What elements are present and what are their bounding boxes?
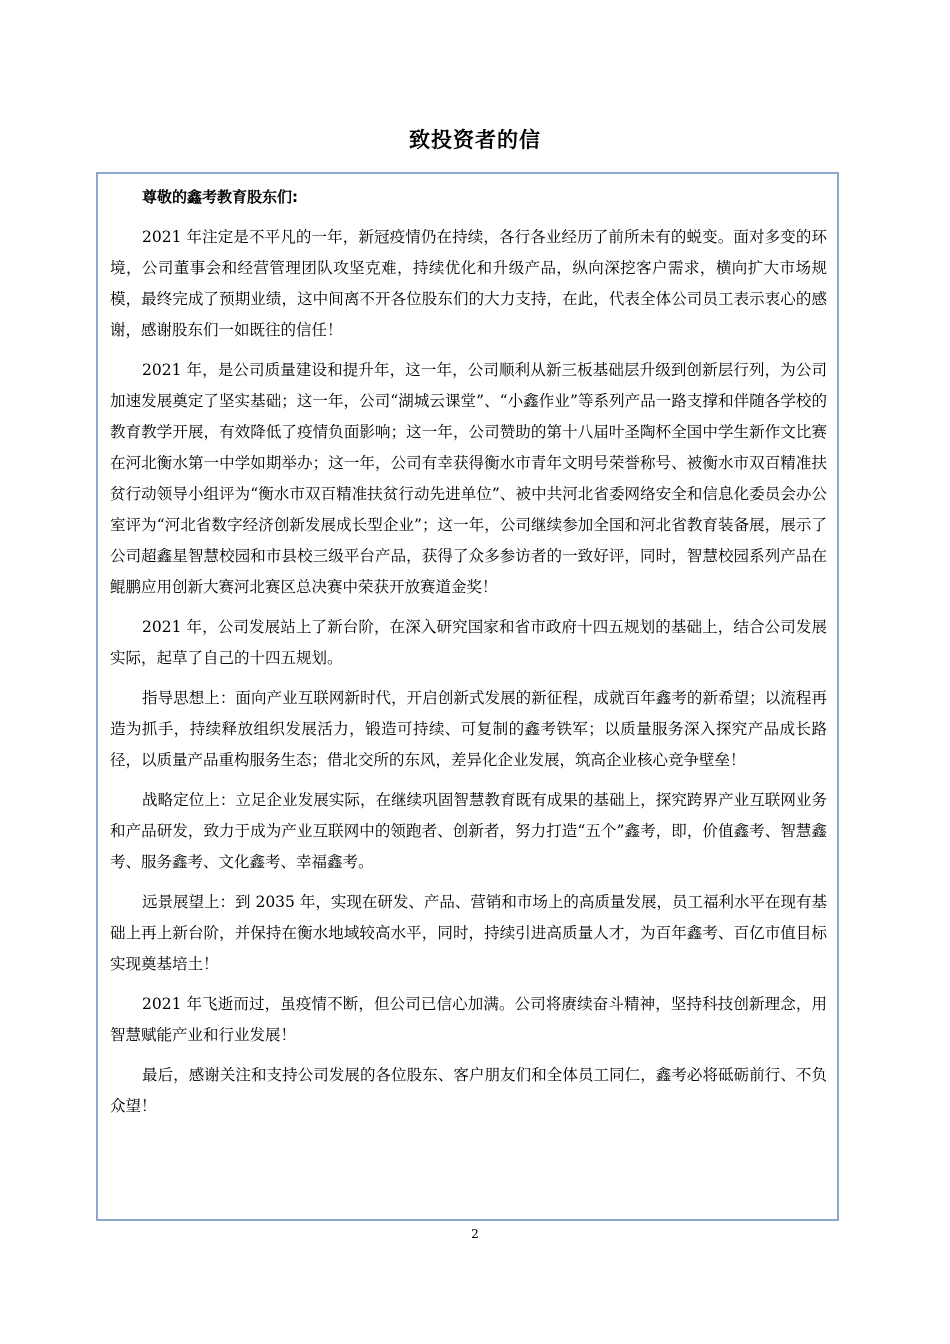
paragraph-strategic-positioning: 战略定位上：立足企业发展实际，在继续巩固智慧教育既有成果的基础上，探究跨界产业互联网业务和产品研发，致力于成为产业互联网中的领跑者、创新者，努力打造“五个”鑫考，即，价值鑫考、智慧鑫考、服务鑫考、文化鑫考、幸福鑫考。 bbox=[110, 791, 827, 871]
paragraph-five-year-plan: 2021 年，公司发展站上了新台阶，在深入研究国家和省市政府十四五规划的基础上，结合公司发展实际，起草了自己的十四五规划。 bbox=[110, 618, 827, 667]
paragraph-achievements: 2021 年，是公司质量建设和提升年，这一年，公司顺利从新三板基础层升级到创新层行列，为公司加速发展奠定了坚实基础；这一年，公司“湖城云课堂”、“小鑫作业”等系列产品一路支撑和伴随各学校的教育教学开展，有效降低了疫情负面影响；这一年，公司赞助的第十八届叶圣陶杯全国中学生新作文比赛在河北衡水第一中学如期举办；这一年，公司有幸获得衡水市青年文明号荣誉称号、被衡水市双百精准扶贫行动领导小组评为“衡水市双百精准扶贫行动先进单位”、被中共河北省委网络安全和信息化委员会办公室评为“河北省数字经济创新发展成长型企业”；这一年，公司继续参加全国和河北省教育装备展，展示了公司超鑫星智慧校园和市县校三级平台产品，获得了众多参访者的一致好评，同时，智慧校园系列产品在鲲鹏应用创新大赛河北赛区总决赛中荣获开放赛道金奖！ bbox=[110, 361, 827, 596]
page-number: 2 bbox=[471, 1227, 479, 1241]
letter-body-box bbox=[96, 172, 839, 1221]
paragraph-opening: 2021 年注定是不平凡的一年，新冠疫情仍在持续，各行各业经历了前所未有的蜕变。面对多变的环境，公司董事会和经营管理团队攻坚克难，持续优化和升级产品，纵向深挖客户需求，横向扩大市场规模，最终完成了预期业绩，这中间离不开各位股东们的大力支持，在此，代表全体公司员工表示衷心的感谢，感谢股东们一如既往的信任！ bbox=[110, 228, 827, 339]
page-title: 致投资者的信 bbox=[409, 128, 541, 152]
paragraph-vision: 远景展望上：到 2035 年，实现在研发、产品、营销和市场上的高质量发展，员工福利水平在现有基础上再上新台阶，并保持在衡水地域较高水平，同时，持续引进高质量人才，为百年鑫考、百亿市值目标实现奠基培土！ bbox=[110, 893, 827, 973]
paragraph-closing: 最后，感谢关注和支持公司发展的各位股东、客户朋友们和全体员工同仁，鑫考必将砥砺前行、不负众望！ bbox=[110, 1066, 827, 1115]
paragraph-review: 2021 年飞逝而过，虽疫情不断，但公司已信心加满。公司将赓续奋斗精神，坚持科技创新理念，用智慧赋能产业和行业发展！ bbox=[110, 995, 827, 1044]
salutation: 尊敬的鑫考教育股东们: bbox=[142, 188, 298, 206]
paragraph-guiding-ideology: 指导思想上：面向产业互联网新时代，开启创新式发展的新征程，成就百年鑫考的新希望；以流程再造为抓手，持续释放组织发展活力，锻造可持续、可复制的鑫考铁军；以质量服务深入探究产品成长路径，以质量产品重构服务生态；借北交所的东风，差异化企业发展，筑高企业核心竞争壁垒！ bbox=[110, 689, 827, 769]
